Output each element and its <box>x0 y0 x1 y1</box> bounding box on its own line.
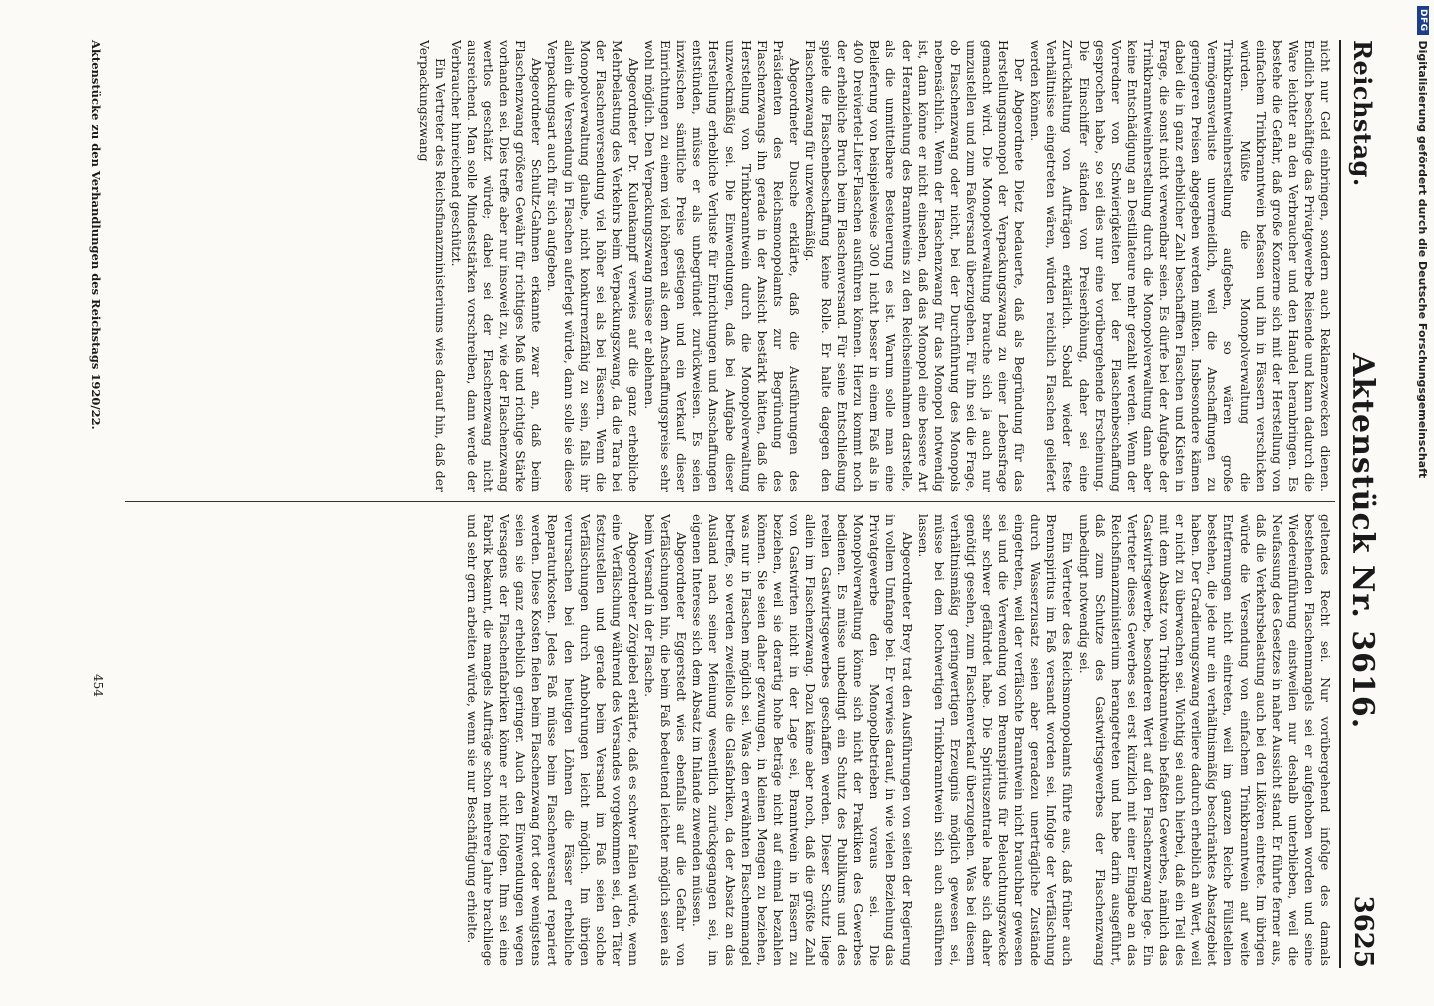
paragraph: Abgeordneter Zörgiebel erklärte, daß es schwer fallen würde, wenn eine Verfälschung während des Versandes vorgekommen sei, den Täter festzustellen und gerade beim Versand im Faß seien solche Verfälschungen durch Anbohrungen leicht möglich. Im übrigen verursachen bei den heutigen Löhnen die Fässer erhebliche Reparaturkosten. Jedes Faß müsse beim Flaschenversand repariert werden. Diese Kosten fielen beim Flaschenzwang fort oder wenigstens seien sie ganz erheblich geringer. Auch den Einwendungen wegen Versagens der Flaschenfabriken könne er nicht folgen. Ihm sei eine Fabrik bekannt, die mangels Aufträge schon mehrere Jahre brachliege und sehr gern arbeiten würde, wenn sie nur Beschäftigung erhielte. <box>465 514 641 966</box>
paragraph: nicht nur Geld einbringen, sondern auch Reklamezwecken dienen. Endlich beschäftige das Privatgewerbe Reisende und kann dadurch die Ware leichter an den Verbraucher und den Handel heranbringen. Es bestehe die Gefahr, daß große Konzerne sich mit der Herstellung von einfachem Trinkbranntwein befassen und ihn in Fässern verschicken würden. Müßte die Monopolverwaltung die Trinkbranntweinherstellung aufgeben, so wären große Vermögensverluste unvermeidlich, weil die Anschaffungen zu geringeren Preisen abgegeben werden müßten. Insbesondere kämen dabei die in ganz erheblicher Zahl beschafften Flaschen und Kisten in Frage, die sonst nicht verwendbar seien. Es dürfe bei der Aufgabe der Trinkbranntweinherstellung durch die Monopolverwaltung dann aber keine Entschädigung an Destillateure mehr gezahlt werden. Wenn der Vorredner von Schwierigkeiten bei der Flaschenbeschaffung gesprochen habe, so sei dies nur eine vorübergehende Erscheinung. Die Einschiffer ständen von Preiserhöhung, daher sei eine Zurückhaltung von Aufträgen erklärlich. Sobald wieder feste Verhältnisse eingetreten wären, würden reichlich Flaschen geliefert werden können. <box>1028 40 1333 492</box>
footer-page-number: 454 <box>91 674 105 697</box>
page-header <box>1339 40 1385 968</box>
paragraph: Abgeordneter Brey trat den Ausführungen von seiten der Regierung in vollem Umfange bei. Er verwies darauf, in wie vielen Beziehung das Privatgewerbe den Monopolbetrieben voraus sei. Die Monopolverwaltung könne sich nicht der Praktiken des Gewerbes bedienen. Es müsse unbedingt ein Schutz des Publikums und des reellen Gastwirtsgewerbes geschaffen werden. Dieser Schutz liege allein im Flaschenzwang. Dazu käme aber noch, daß die größte Zahl von Gastwirten nicht in der Lage sei, Branntwein in Fässern zu beziehen, weil sie derartig hohe Beträge nicht auf einmal bezahlen können. Sie seien daher gezwungen, in kleinen Mengen zu beziehen, was nur in Flaschen möglich sei. Was den erwähnten Flaschenmangel betreffe, so werden zweifellos die Glasfabriken, da der Absatz an das Ausland nach seiner Meinung wesentlich zurückgegangen sei, im eigenen Interesse sich dem Absatz im Inlande zuwenden müssen. <box>690 514 915 966</box>
header-document-number: Aktenstück Nr. 3616. <box>1345 353 1381 730</box>
digitization-stamp <box>1412 0 1434 1000</box>
header-page-number: 3625 <box>1348 895 1378 968</box>
stamp-text: Digitalisierung gefördert durch die Deutsche Forschungsgemeinschaft <box>1416 40 1430 479</box>
footer-note: Aktenstücke zu den Verhandlungen des Reichstags 1920/22. <box>89 40 103 430</box>
paragraph: Abgeordneter Dr. Kulenkampff verwies auf die ganz erhebliche Mehrbelastung des Verkehrs beim Verpackungszwang, da die Tara bei der Flaschenversendung viel höher sei als bei Fässern. Wenn die Monopolverwaltung glaube, nicht konkurrenzfähig zu sein, falls ihr allein die Versendung in Flaschen auferlegt würde, dann solle sie diese Verpackungsart auch für sich aufgeben. <box>545 40 641 492</box>
paragraph: Abgeordneter Schultz-Gahmen erkannte zwar an, daß beim Flaschenzwang größere Gewähr für richtiges Maß und richtige Stärke vorhanden sei. Dies treffe aber nur insoweit zu, wie der Flaschenzwang wertlos geschätzt würde; dabei sei der Flaschenzwang nicht ausreichend. Man solle Mindeststärken vorschreiben, dann werde der Verbraucher hinreichend geschützt. <box>448 40 545 492</box>
dfg-logo: DFG <box>1417 6 1429 35</box>
paragraph: Ein Vertreter des Reichsfinanzministeriums wies darauf hin, daß der Verpackungszwang <box>416 40 448 492</box>
paragraph: Der Abgeordnete Dietz bedauerte, daß als Begründung für das Herstellungsmonopol der Verpackungszwang zu einer Lebensfrage gemacht wird. Die Monopolverwaltung brauche sich ja auch nur umzustellen und zum Faßversand überzugehen. Für ihn sei die Frage, ob Flaschenzwang oder nicht, bei der Durchführung des Monopols nebensächlich. Wenn der Flaschenzwang für das Monopol notwendig ist, dann könne er nicht einsehen, daß das Monopol eine bessere Art der Heranziehung des Branntweins zu den Reichseinnahmen darstelle, als die unmittelbare Besteuerung es ist. Warum solle man eine Belieferung von beispielsweise 300 l nicht besser in einem Faß als in 400 Dreiviertel-Liter-Flaschen ausführen können. Hierzu kommt noch der erhebliche Bruch beim Flaschenversand. Für seine Entschließung spiele die Flaschenbeschaffung keine Rolle. Er halte dagegen den Flaschenzwang für unzweckmäßig. <box>803 40 1028 492</box>
header-left-title: Reichstag. <box>1348 40 1378 187</box>
right-column <box>153 514 1333 966</box>
left-column <box>153 40 1333 492</box>
paragraph: Ein Vertreter des Reichsmonopolamts führte aus, daß früher auch Brennspiritus im Faß versandt worden sei. Infolge der Verfälschung durch Wasserzusatz seien aber geradezu unerträgliche Zustände eingetreten, weil der verfälschte Branntwein nicht brauchbar gewesen sei und die Verwendung von Brennspiritus für Beleuchtungszwecke sehr schwer gefährdet habe. Die Spirituszentrale habe sich daher genötigt gesehen, zum Flaschenverkauf überzugehen. Was bei diesem verhältnismäßig geringwertigen Erzeugnis möglich gewesen sei, müsse bei dem hochwertigen Trinkbranntwein sich auch ausführen lassen. <box>915 514 1076 966</box>
paragraph: geltendes Recht sei. Nur vorübergehend infolge des damals bestehenden Flaschenmangels sei er aufgehoben worden und seine Wiedereinführung einstweilen nur deshalb unterblieben, weil die Neufassung des Gesetzes in naher Aussicht stand. Er führte ferner aus, daß die Verkehrsbelastung auch bei den Likören eintrete. Im übrigen würde die Versendung von einfachem Trinkbranntwein auf weite Entfernungen nicht eintreten, weil im ganzen Reiche Füllstellen bestehen, die jede nur ein verhältnismäßig beschränktes Absatzgebiet haben. Der Gradierungszwang verliere dadurch erheblich an Wert, weil er nicht zu überwachen sei. Wichtig sei auch hierbei, daß ein Teil des mit dem Absatz von Trinkbranntwein befaßten Gewerbes, nämlich das Gastwirtsgewerbe, besonderen Wert auf den Flaschenzwang lege. Ein Vertreter dieses Gewerbes sei erst kürzlich mit einer Eingabe an das Reichsfinanzministerium herangetreten und habe darin ausgeführt, daß zum Schutze des Gastwirtsgewerbes der Flaschenzwang unbedingt notwendig sei. <box>1076 514 1333 966</box>
printed-page <box>55 34 1385 974</box>
paragraph: Abgeordneter Eggerstedt wies ebenfalls auf die Gefahr von Verfälschungen hin, die beim Faß bedeutend leichter möglich seien als beim Versand in der Flasche. <box>642 514 690 966</box>
column-divider <box>125 501 1335 502</box>
paragraph: Abgeordneter Dusche erklärte, daß die Ausführungen des Präsidenten des Reichsmonopolamts zur Begründung des Flaschenzwangs ihn gerade in der Ansicht bestärkt hätten, daß die Herstellung von Trinkbranntwein durch die Monopolverwaltung unzweckmäßig sei. Die Einwendungen, daß bei Aufgabe dieser Herstellung erhebliche Verluste für Einrichtungen und Anschaffungen entstünden, müsse er als unbegründet zurückweisen. Es seien inzwischen sämtliche Preise gestiegen und ein Verkauf dieser Einrichtungen zu einem viel höheren als dem Anschaffungspreise sehr wohl möglich. Den Verpackungszwang müsse er ablehnen. <box>642 40 802 492</box>
